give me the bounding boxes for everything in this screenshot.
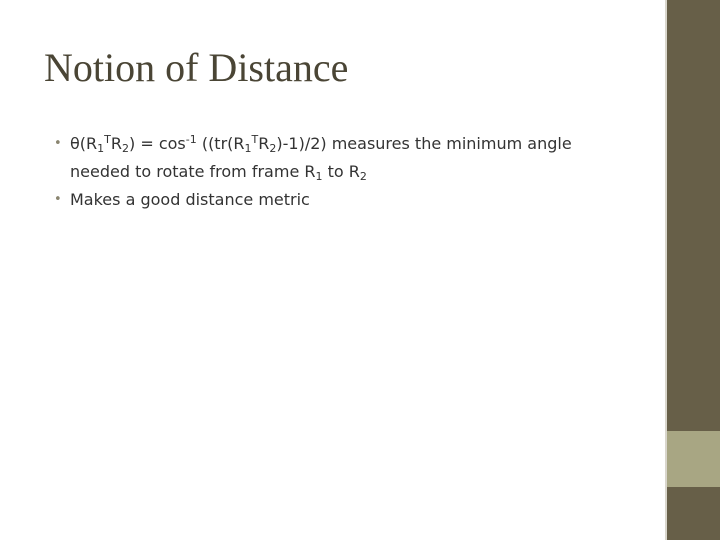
text-sup: -1 xyxy=(185,133,197,146)
text-run: Makes a good distance metric xyxy=(70,190,310,209)
text-sub: 2 xyxy=(122,142,130,155)
text-run: R xyxy=(110,134,123,153)
text-run: needed to rotate from frame R xyxy=(70,162,316,181)
bullet-text-line xyxy=(70,158,644,186)
bullet-dot-icon: • xyxy=(54,136,62,151)
right-bar-accent-block xyxy=(667,431,720,487)
text-sub: 2 xyxy=(269,142,277,155)
text-run: R xyxy=(258,134,270,153)
text-sup: T xyxy=(251,133,259,146)
text-sub: 1 xyxy=(97,142,105,155)
bullet-list xyxy=(54,130,644,214)
text-run: )-1)/2) measures the minimum angle xyxy=(276,134,572,153)
bullet-text-line xyxy=(70,186,644,214)
bullet-dot-icon: • xyxy=(54,192,62,207)
bullet-text-line xyxy=(70,130,644,158)
text-sup: T xyxy=(104,133,111,146)
text-sub: 1 xyxy=(244,142,252,155)
text-run: ) = cos xyxy=(129,134,186,153)
bullet-item xyxy=(54,186,644,214)
text-sub: 1 xyxy=(315,170,323,183)
text-run: to R xyxy=(322,162,360,181)
text-sub: 2 xyxy=(359,170,367,183)
text-run: ((tr(R xyxy=(196,134,245,153)
slide-title: Notion of Distance xyxy=(44,45,349,90)
bullet-item xyxy=(54,130,644,186)
text-run: θ(R xyxy=(70,134,98,153)
right-decorative-bar xyxy=(667,0,720,540)
